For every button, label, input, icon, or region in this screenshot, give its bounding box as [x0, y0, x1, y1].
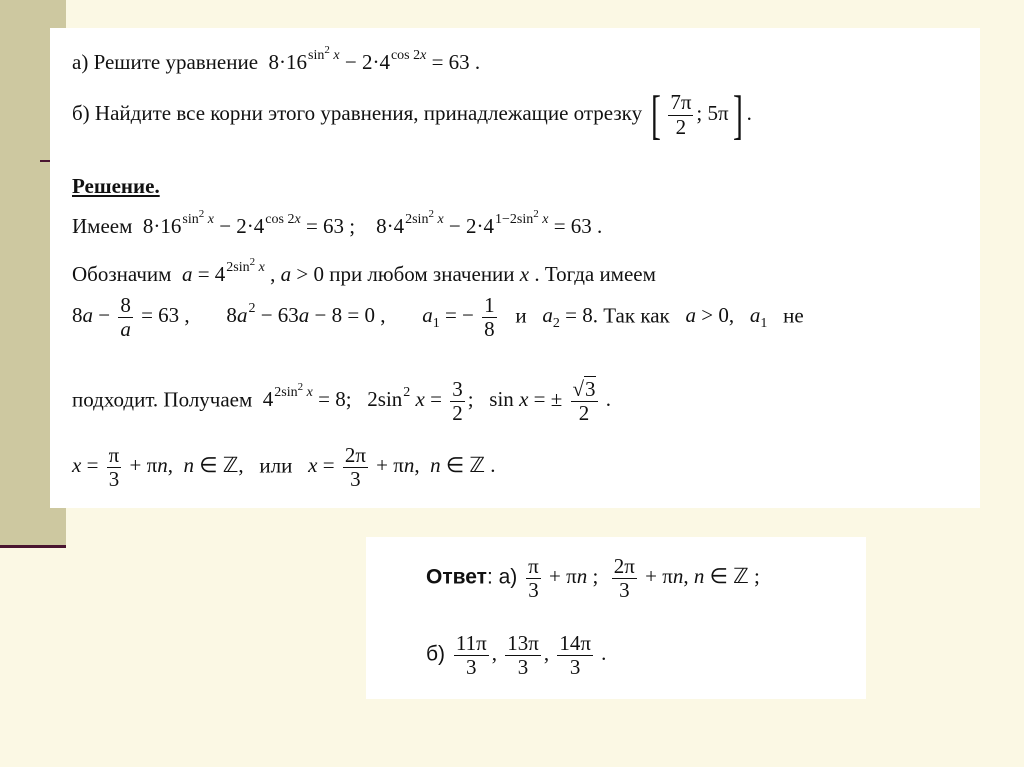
answer-card [366, 537, 866, 699]
task-b-text: б) Найдите все корни этого уравнения, принадлежащие отрезку [72, 100, 643, 125]
have-word: Имеем [72, 214, 133, 238]
or-word: или [259, 453, 293, 478]
since-text: . Так как [592, 303, 670, 328]
solution-line-3: 8a − $\frac{8}{a}$ = 63 , $8a^2 - 63a - 8 = 0$ , $a_1$ = − $\frac{1}{8}$ и $a_2 = 8$. Так как a > 0, $a_1$ не [72, 293, 804, 342]
solution-line-1: Имеем $8\cdot 16^{sin^2 x} - 2\cdot 4^{cos 2x} = 63$ ; $8\cdot 4^{2sin^2 x} - 2\cdot 4^{1-2sin^2 x} = 63$ . [72, 208, 603, 238]
task-a-line [72, 44, 481, 75]
denote-mid-text: при любом значении [329, 262, 515, 286]
then-text: . Тогда имеем [534, 262, 656, 286]
task-b-interval: [ $\frac{7\pi}{2}$ ; 5π] . [651, 85, 752, 145]
answer-line-b: б) $\frac{11\pi}{3}$ , $\frac{13\pi}{3}$ , $\frac{14\pi}{3}$ . [426, 631, 607, 680]
answer-label: Ответ [426, 565, 487, 589]
decorative-line-bottom [0, 545, 66, 548]
answer-line-a: Ответ: а) $\frac{\pi}{3}$ + πn ; $\frac{2\pi}{3}$ + πn, n ∈ ℤ ; [426, 554, 760, 603]
answer-b-label: б) [426, 642, 446, 666]
task-a-equation: $8\cdot 16^{sin^2 x} - 2\cdot 4^{cos 2x} = 63$ . [263, 44, 481, 74]
task-b-line [72, 85, 752, 145]
solution-line-5: x = $\frac{\pi}{3}$ + πn, n ∈ ℤ, или x = $\frac{2\pi}{3}$ + πn, n ∈ ℤ . [72, 443, 496, 492]
problem-card [50, 28, 980, 508]
answer-value: $\frac{11\pi}{3}$ [455, 631, 487, 680]
answer-value: $\frac{13\pi}{3}$ [507, 631, 539, 680]
and-word: и [515, 303, 527, 328]
solution-heading: Решение. [72, 174, 160, 198]
fits-text: подходит. Получаем [72, 387, 253, 412]
solution-line-2: Обозначим $a = 4^{2sin^2 x}$ , a > 0 при любом значении x . Тогда имеем [72, 256, 656, 286]
denote-word: Обозначим [72, 262, 172, 286]
answer-value: $\frac{14\pi}{3}$ [559, 631, 591, 680]
solution-line-4: подходит. Получаем $4^{2sin^2 x} = 8$; $2\sin^2$ x = $\frac{3}{2}$ ; sin x = ± $\frac{√3}{2}$ . [72, 377, 612, 426]
task-a-text: а) Решите уравнение [72, 50, 259, 74]
not-word: не [783, 303, 804, 328]
answer-a-label: : а) [486, 565, 518, 589]
